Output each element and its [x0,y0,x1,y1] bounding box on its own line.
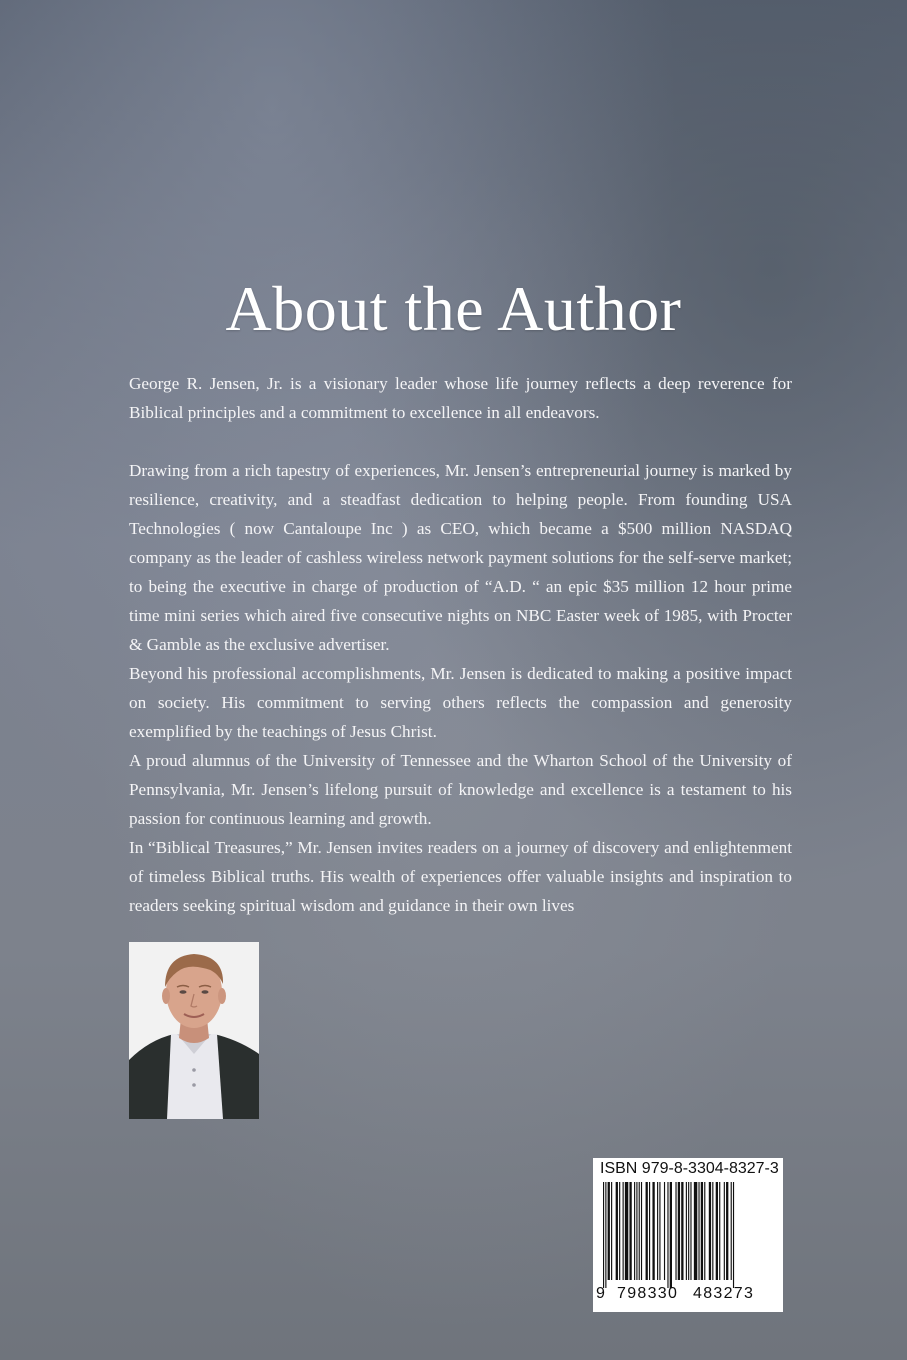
bio-paragraph-5: In “Biblical Treasures,” Mr. Jensen invites readers on a journey of discovery and enlightenment of timeless Biblical truths. His wealth of experiences offer valuable insights and inspiration to readers seeking spiritual wisdom and guidance in their own lives [129,838,792,915]
isbn-label: ISBN 979-8-3304-8327-3 [600,1160,779,1177]
bio-paragraph-4: A proud alumnus of the University of Tennessee and the Wharton School of the University of Pennsylvania, Mr. Jensen’s lifelong pursuit of knowledge and excellence is a testament to his passion for continuous learning and growth. [129,751,792,828]
author-portrait-image [129,942,259,1119]
author-photo [129,942,259,1119]
barcode-digits-left: 798330 [617,1285,679,1302]
bio-paragraph-3: Beyond his professional accomplishments, Mr. Jensen is dedicated to making a positive impact on society. His commitment to serving others reflects the compassion and generosity exemplified by the teachings of Jesus Christ. [129,664,792,741]
barcode-bars [599,1182,777,1288]
page-title: About the Author [225,273,682,344]
bio-paragraph-1: George R. Jensen, Jr. is a visionary leader whose life journey reflects a deep reverence for Biblical principles and a commitment to excellence in all endeavors. [129,374,792,422]
barcode-digits-right: 483273 [693,1285,755,1302]
barcode-digit-first: 9 [596,1285,605,1302]
author-bio [129,369,792,920]
isbn-barcode [593,1158,783,1312]
bio-paragraph-2: Drawing from a rich tapestry of experiences, Mr. Jensen’s entrepreneurial journey is marked by resilience, creativity, and a steadfast dedication to helping people. From founding USA Technologies ( now Cantaloupe Inc ) as CEO, which became a $500 million NASDAQ company as the leader of cashless wireless network payment solutions for the self-serve market; to being the executive in charge of production of “A.D. “ an epic $35 million 12 hour prime time mini series which aired five consecutive nights on NBC Easter week of 1985, with Procter & Gamble as the exclusive advertiser. [129,461,792,654]
